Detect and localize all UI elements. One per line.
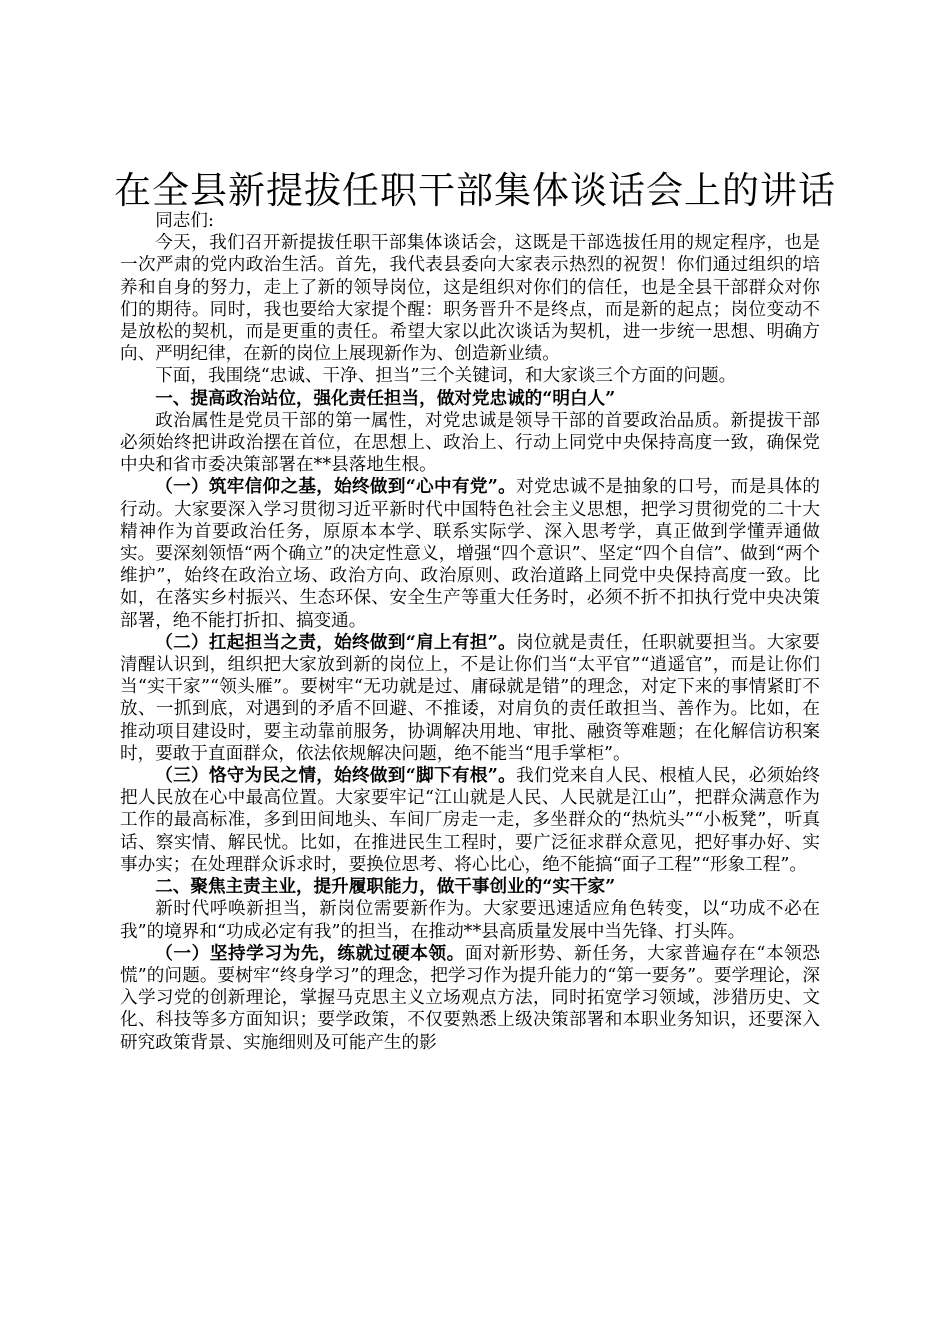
- subsection-title: （一）坚持学习为先，练就过硬本领。: [155, 942, 465, 964]
- document-title: 在全县新提拔任职干部集体谈话会上的讲话: [114, 169, 836, 212]
- greeting: 同志们:: [155, 211, 214, 231]
- subsection-1-2: [120, 632, 820, 765]
- paragraph-outline: 下面，我围绕“忠诚、干净、担当”三个关键词，和大家谈三个方面的问题。: [155, 366, 737, 387]
- document-body: [120, 210, 820, 1054]
- subsection-title: （三）恪守为民之情，始终做到“脚下有根”。: [155, 765, 517, 787]
- paragraph-section-1: 政治属性是党员干部的第一属性，对党忠诚是领导干部的首要政治品质。新提拔干部必须始终把讲政治摆在首位，在思想上、政治上、行动上同党中央保持高度一致，确保党中央和省市委决策部署在**县落地生根。: [120, 410, 820, 476]
- subsection-2-1: [120, 943, 820, 1054]
- paragraph-section-2: 新时代呼唤新担当，新岗位需要新作为。大家要迅速适应角色转变，以“功成不必在我”的境界和“功成必定有我”的担当，在推动**县高质量发展中当先锋、打头阵。: [120, 899, 820, 942]
- subsection-text: 对党忠诚不是抽象的口号，而是具体的行动。大家要深入学习贯彻习近平新时代中国特色社会主义思想，把学习贯彻党的二十大精神作为首要政治任务，原原本本学、联系实际学、深入思考学，真正做到学懂弄通做实。要深刻领悟“两个确立”的决定性意义，增强“四个意识”、坚定“四个自信”、做到“两个维护”，始终在政治立场、政治方向、政治原则、政治道路上同党中央保持高度一致。比如，在落实乡村振兴、生态环保、安全生产等重大任务时，必须不折不扣执行党中央决策部署，绝不能打折扣、搞变通。: [120, 477, 820, 631]
- subsection-text: 面对新形势、新任务，大家普遍存在“本领恐慌”的问题。要树牢“终身学习”的理念，把学习作为提升能力的“第一要务”。要学理论，深入学习党的创新理论，掌握马克思主义立场观点方法，同时拓宽学习领域，涉猎历史、文化、科技等多方面知识；要学政策，不仅要熟悉上级决策部署和本职业务知识，还要深入研究政策背景、实施细则及可能产生的影: [120, 943, 820, 1053]
- subsection-text: 岗位就是责任，任职就要担当。大家要清醒认识到，组织把大家放到新的岗位上，不是让你们当“太平官”“逍遥官”，而是让你们当“实干家”“领头雁”。要树牢“无功就是过、庸碌就是错”的理念，对定下来的事情紧盯不放、一抓到底，对遇到的矛盾不回避、不推诿，对肩负的责任敢担当、善作为。比如，在推动项目建设时，要主动靠前服务，协调解决用地、审批、融资等难题；在化解信访积案时，要敢于直面群众，依法依规解决问题，绝不能当“甩手掌柜”。: [120, 632, 820, 764]
- subsection-1-1: [120, 476, 820, 631]
- subsection-1-3: [120, 765, 820, 876]
- subsection-title: （二）扛起担当之责，始终做到“肩上有担”。: [155, 631, 517, 653]
- paragraph-intro: 今天，我们召开新提拔任职干部集体谈话会，这既是干部选拔任用的规定程序，也是一次严肃的党内政治生活。首先，我代表县委向大家表示热烈的祝贺！你们通过组织的培养和自身的努力，走上了新的领导岗位，这是组织对你们的信任，也是全县干部群众对你们的期待。同时，我也要给大家提个醒：职务晋升不是终点，而是新的起点；岗位变动不是放松的契机，而是更重的责任。希望大家以此次谈话为契机，进一步统一思想、明确方向、严明纪律，在新的岗位上展现新作为、创造新业绩。: [120, 233, 820, 365]
- section-heading-1: 一、提高政治站位，强化责任担当，做对党忠诚的“明白人”: [155, 387, 616, 409]
- section-heading-2: 二、聚焦主责主业，提升履职能力，做干事创业的“实干家”: [155, 876, 616, 898]
- subsection-text: 我们党来自人民、根植人民，必须始终把人民放在心中最高位置。大家要牢记“江山就是人民、人民就是江山”，把群众满意作为工作的最高标准，多到田间地头、车间厂房走一走，多坐群众的“热炕头”“小板凳”，听真话、察实情、解民忧。比如，在推进民生工程时，要广泛征求群众意见，把好事办好、实事办实；在处理群众诉求时，要换位思考、将心比心，绝不能搞“面子工程”“形象工程”。: [120, 766, 820, 875]
- subsection-title: （一）筑牢信仰之基，始终做到“心中有党”。: [155, 476, 517, 498]
